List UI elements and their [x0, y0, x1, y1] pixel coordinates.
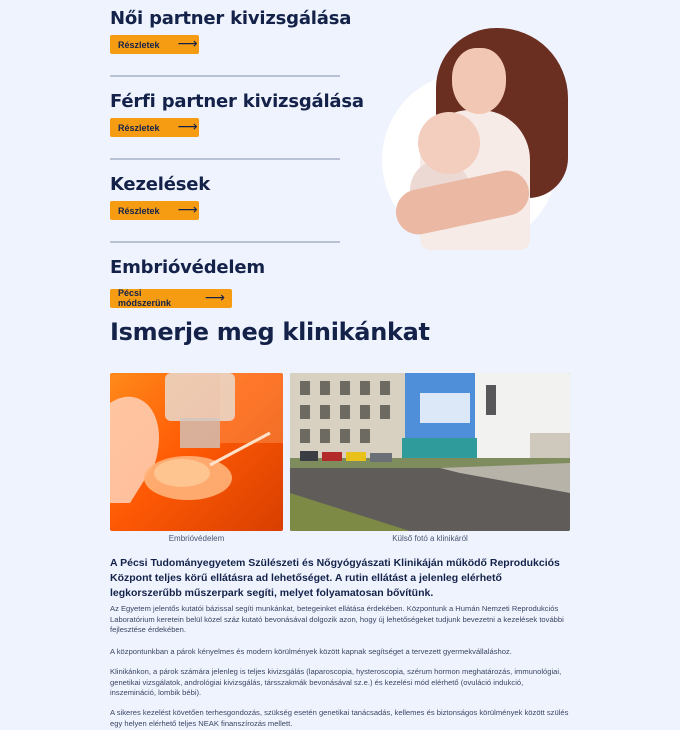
details-button[interactable] [110, 201, 199, 220]
service-title: Embrióvédelem [110, 257, 265, 278]
button-label: Részletek [118, 122, 160, 133]
photo-caption: Embrióvédelem [168, 534, 225, 543]
arrow-right-icon: ⟶ [177, 202, 198, 218]
body-paragraph: Az Egyetem jelentős kutatói bázissal segíti munkánkat, betegeinket ellátása érdekében. Központunk a Humán Nemzeti Reprodukciós Laboratórium keretein belül közel száz kutató bevonásával dolgozik azon, hogy új lehetőségeket tudjunk bevezetni a kezelések további fejlesztése érdekében. [110, 604, 564, 634]
divider [110, 75, 340, 77]
button-label: Pécsi módszerünk [118, 288, 172, 308]
services-list [110, 6, 364, 318]
service-item [110, 89, 364, 147]
section-title: Ismerje meg klinikánkat [110, 318, 430, 346]
details-button[interactable] [110, 118, 199, 137]
divider [110, 241, 340, 243]
arrow-right-icon: ⟶ [177, 119, 198, 135]
button-label: Részletek [118, 205, 160, 216]
service-item [110, 172, 340, 230]
lead-paragraph: A Pécsi Tudományegyetem Szülészeti és Nőgyógyászati Klinikáján működő Reprodukciós Központ teljes körű ellátásra ad lehetőséget. A rutin ellátást a jelenleg elérhető legkorszerűbb műszerpark segíti, melyet folyamatosan bővítünk. [110, 557, 560, 599]
service-item [110, 6, 352, 64]
photo-caption: Külső fotó a klinikáról [392, 534, 468, 543]
method-button[interactable] [110, 289, 232, 308]
divider [110, 158, 340, 160]
body-paragraph: A sikeres kezelést követően terhesgondozás, szükség esetén genetikai tanácsadás, kellemes és biztonságos körülmények között szülés egy helyen elérhető teljes NEAK finanszírozás mellett. [110, 708, 569, 728]
service-item [110, 255, 340, 318]
arrow-right-icon: ⟶ [204, 289, 225, 306]
button-label: Részletek [118, 39, 160, 50]
body-paragraph: A központunkban a párok kényelmes és modern körülmények között kapnak segítséget a tervezett gyermekvállaláshoz. [110, 647, 512, 656]
details-button[interactable] [110, 35, 199, 54]
embryo-photo [110, 373, 283, 531]
service-title: Női partner kivizsgálása [110, 8, 352, 29]
building-illustration [290, 373, 570, 531]
service-title: Kezelések [110, 174, 210, 195]
body-paragraph: Klinikánkon, a párok számára jelenleg is teljes kivizsgálás (laparoscopia, hysteroscopia, szérum hormon meghatározás, immunológiai, genetikai vizsgálatok, andrológiai kivizsgálás, társszakmák bevonásával sz.e.) és kezelési mód elérhető (ovuláció indukció, inszemináció, lombik bébi). [110, 667, 562, 697]
lab-dish-illustration [110, 373, 283, 531]
clinic-exterior-photo [290, 373, 570, 531]
service-title: Férfi partner kivizsgálása [110, 91, 364, 112]
arrow-right-icon: ⟶ [177, 36, 198, 52]
